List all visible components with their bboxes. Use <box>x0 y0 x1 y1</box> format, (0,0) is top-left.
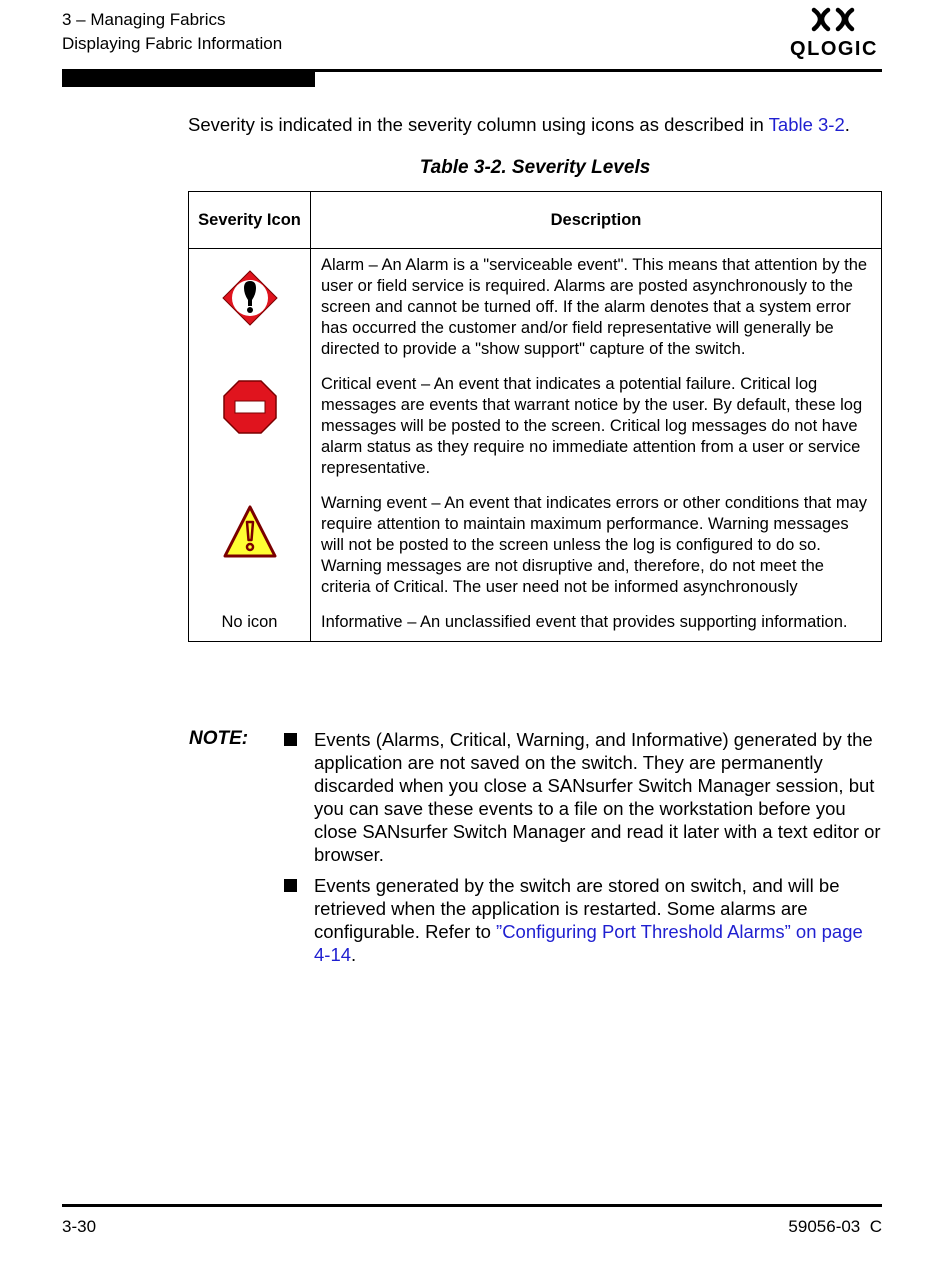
critical-description: Critical event – An event that indicates a potential failure. Critical log messages are events that warrant notice by the user. By default, these log messages will be posted to the screen. Critical log messages do not have alarm status as they require no immediate attention from a user or service representative. <box>321 375 863 477</box>
square-bullet-icon <box>284 733 297 746</box>
logo-text: QLOGIC <box>790 38 878 60</box>
document-id: 59056-03 C <box>788 1217 882 1236</box>
port-threshold-alarms-link[interactable]: ”Configuring Port Threshold Alarms” on page 4-14 <box>314 921 863 965</box>
warning-triangle-icon <box>223 505 277 559</box>
header-tab-bar <box>62 72 315 87</box>
qlogic-logo <box>788 6 880 62</box>
icon-cell <box>189 368 311 487</box>
footer-rule <box>62 1204 882 1207</box>
severity-description <box>311 249 882 369</box>
note-bullet-1 <box>314 728 884 866</box>
qlogic-logo-mark-icon <box>788 6 880 36</box>
severity-description <box>311 368 882 487</box>
intro-paragraph <box>188 112 850 138</box>
table-caption: Table 3-2. Severity Levels <box>419 157 651 178</box>
header-chapter: 3 – Managing Fabrics <box>62 10 226 29</box>
icon-cell <box>189 606 311 642</box>
informative-description: Informative – An unclassified event that provides supporting information. <box>321 613 848 631</box>
table-row <box>189 606 882 642</box>
table-row <box>189 487 882 606</box>
table-3-2-link[interactable]: Table 3-2 <box>768 114 845 135</box>
critical-stop-icon <box>223 380 277 434</box>
warning-description: Warning event – An event that indicates errors or other conditions that may require attention to maintain maximum performance. Warning messages will not be posted to the screen unless the log is configured to do so. Warning messages are not disruptive and, therefore, do not meet the criteria of Critical. The user need not be informed asynchronously <box>321 494 868 596</box>
header-description: Description <box>311 192 882 249</box>
header-section: Displaying Fabric Information <box>62 34 283 53</box>
note-bullet-2-text: Events generated by the switch are stored on switch, and will be retrieved when the application is restarted. Some alarms are configurable. Refer to <box>314 875 840 942</box>
severity-table <box>188 191 882 642</box>
table-header-row <box>189 192 882 249</box>
note-bullet-1-text: Events (Alarms, Critical, Warning, and Informative) generated by the application are not saved on the switch. They are permanently discarded when you close a SANsurfer Switch Manager session, but you can save these events to a file on the workstation before you close SANsurfer Switch Manager and read it later with a text editor or browser. <box>314 729 881 865</box>
alarm-description: Alarm – An Alarm is a "serviceable event". This means that attention by the user or field service is required. Alarms are posted asynchronously to the screen and cannot be turned off. If the alarm denotes that a system error has occurred the customer and/or field representative will generally be directed to provide a "show support" capture of the switch. <box>321 256 868 358</box>
note-bullet-2-end: . <box>351 944 357 965</box>
header-severity-icon: Severity Icon <box>189 192 311 249</box>
alarm-icon <box>221 269 279 327</box>
square-bullet-icon <box>284 879 297 892</box>
intro-text: Severity is indicated in the severity column using icons as described in <box>188 114 769 135</box>
intro-end: . <box>844 114 850 135</box>
no-icon-label: No icon <box>221 613 278 631</box>
table-row <box>189 249 882 369</box>
page-number: 3-30 <box>62 1217 97 1236</box>
severity-description <box>311 487 882 606</box>
icon-cell <box>189 487 311 606</box>
table-row <box>189 368 882 487</box>
severity-description <box>311 606 882 642</box>
note-bullet-2 <box>314 874 884 966</box>
icon-cell <box>189 249 311 369</box>
note-label: NOTE: <box>189 728 249 749</box>
